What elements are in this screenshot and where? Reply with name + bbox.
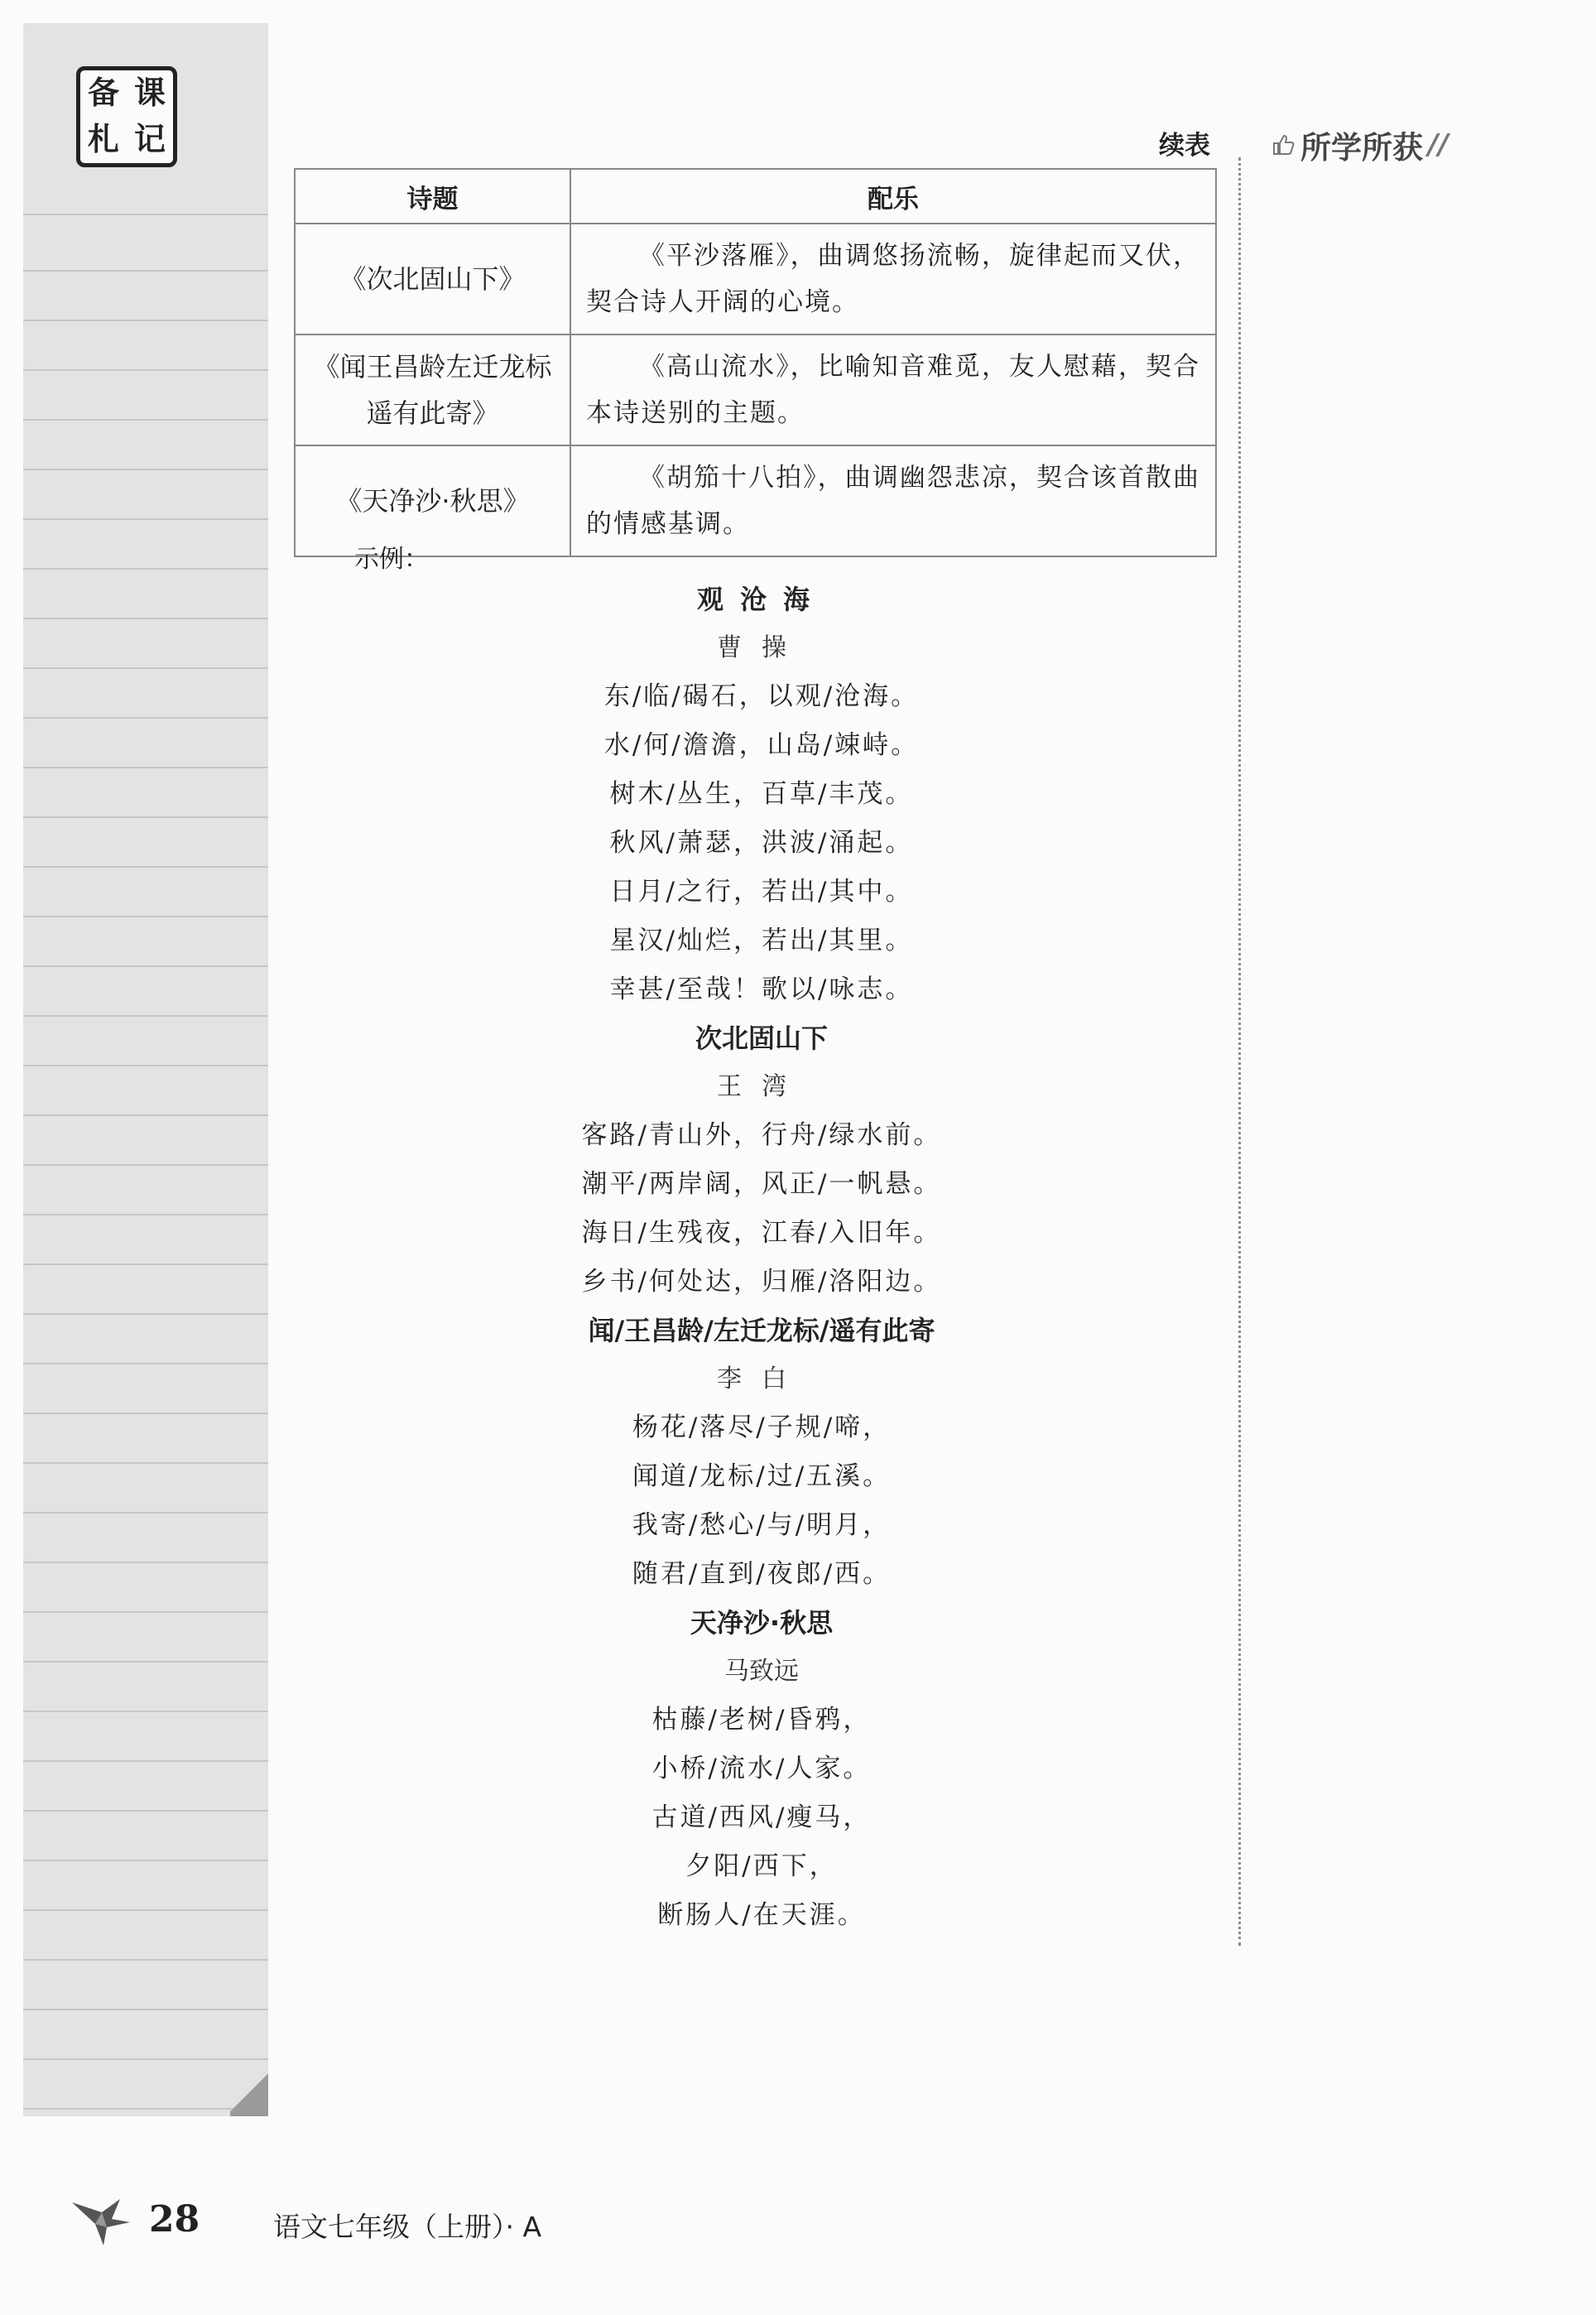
poem-line: 日月/之行，若出/其中。 <box>609 877 914 907</box>
book-title: 语文七年级（上册）· A <box>273 2211 542 2243</box>
table-row <box>295 224 1216 334</box>
logo-char: 课 <box>133 75 166 111</box>
poem-line: 潮平/两岸阔，风正/一帆悬。 <box>581 1169 942 1199</box>
logo-char: 札 <box>87 121 119 157</box>
poem-line: 海日/生残夜，江春/入旧年。 <box>581 1218 942 1248</box>
table-row <box>295 445 1216 556</box>
page-number: 28 <box>149 2198 200 2240</box>
table-header-cell: 配乐 <box>570 169 1216 224</box>
page-corner-fold <box>230 2068 268 2116</box>
music-cell: 《高山流水》，比喻知音难觅，友人慰藉，契合本诗送别的主题。 <box>570 334 1216 445</box>
poem <box>389 575 1134 1014</box>
poem-line: 星汉/灿烂，若出/其里。 <box>609 926 914 955</box>
poem-music-table <box>294 168 1217 557</box>
music-cell: 《胡笳十八拍》，曲调幽怨悲凉，契合该首散曲的情感基调。 <box>570 445 1216 556</box>
poem-line: 我寄/愁心/与/明月， <box>632 1510 892 1540</box>
poem-line: 东/临/碣石，以观/沧海。 <box>603 681 920 711</box>
example-label: 示例： <box>354 545 429 574</box>
poem-line: 乡书/何处达，归雁/洛阳边。 <box>581 1267 942 1297</box>
poem-author: 曹操 <box>717 633 806 662</box>
poem-title: 闻/王昌龄/左迁龙标/遥有此寄 <box>588 1315 935 1346</box>
sidebar-heading <box>1271 123 1449 167</box>
table-row <box>295 334 1216 445</box>
poem-title: 天净沙·秋思 <box>690 1607 834 1639</box>
lesson-notes-logo <box>76 66 177 167</box>
paper-crane-icon <box>70 2194 137 2247</box>
poem-author: 王湾 <box>717 1072 806 1101</box>
logo-char: 备 <box>87 75 119 111</box>
poem-line: 树木/丛生，百草/丰茂。 <box>609 779 914 809</box>
poem-line: 古道/西风/瘦马， <box>651 1802 872 1832</box>
poem-line: 水/何/澹澹，山岛/竦峙。 <box>603 730 920 760</box>
poem-author: 李白 <box>717 1364 806 1393</box>
poem-examples <box>389 575 1134 1940</box>
poem-title-cell: 《次北固山下》 <box>295 224 570 334</box>
logo-char: 记 <box>133 121 166 157</box>
slash-decoration-icon: // <box>1428 128 1449 161</box>
poem-line: 秋风/萧瑟，洪波/涌起。 <box>609 828 914 858</box>
poem-author: 马致远 <box>724 1657 799 1686</box>
poem-line: 夕阳/西下， <box>685 1851 838 1881</box>
poem-title: 观沧海 <box>696 584 826 615</box>
poem-line: 断肠人/在天涯。 <box>657 1900 866 1930</box>
poem-line: 小桥/流水/人家。 <box>651 1754 872 1783</box>
poem-line: 幸甚/至哉！歌以/咏志。 <box>609 975 914 1004</box>
poem <box>389 1307 1134 1599</box>
poem-title: 次北固山下 <box>695 1023 828 1054</box>
table-header-row <box>295 169 1216 224</box>
poem-line: 客路/青山外，行舟/绿水前。 <box>581 1120 942 1150</box>
table-continued-label: 续表 <box>1159 131 1210 161</box>
poem-line: 随君/直到/夜郎/西。 <box>632 1559 892 1589</box>
poem <box>389 1599 1134 1940</box>
column-divider <box>1238 157 1241 1946</box>
table-header-cell: 诗题 <box>295 169 570 224</box>
poem-title-cell: 《天净沙·秋思》 <box>295 445 570 556</box>
poem-title-cell: 《闻王昌龄左迁龙标遥有此寄》 <box>295 334 570 445</box>
sidebar-title: 所学所获 <box>1300 130 1423 166</box>
note-margin <box>23 23 268 2116</box>
poem-line: 杨花/落尽/子规/啼， <box>632 1413 892 1442</box>
music-cell: 《平沙落雁》，曲调悠扬流畅，旋律起而又伏，契合诗人开阔的心境。 <box>570 224 1216 334</box>
poem <box>389 1014 1134 1307</box>
poem-line: 枯藤/老树/昏鸦， <box>651 1705 872 1735</box>
poem-line: 闻道/龙标/过/五溪。 <box>632 1461 892 1491</box>
thumbs-up-icon <box>1271 132 1296 157</box>
